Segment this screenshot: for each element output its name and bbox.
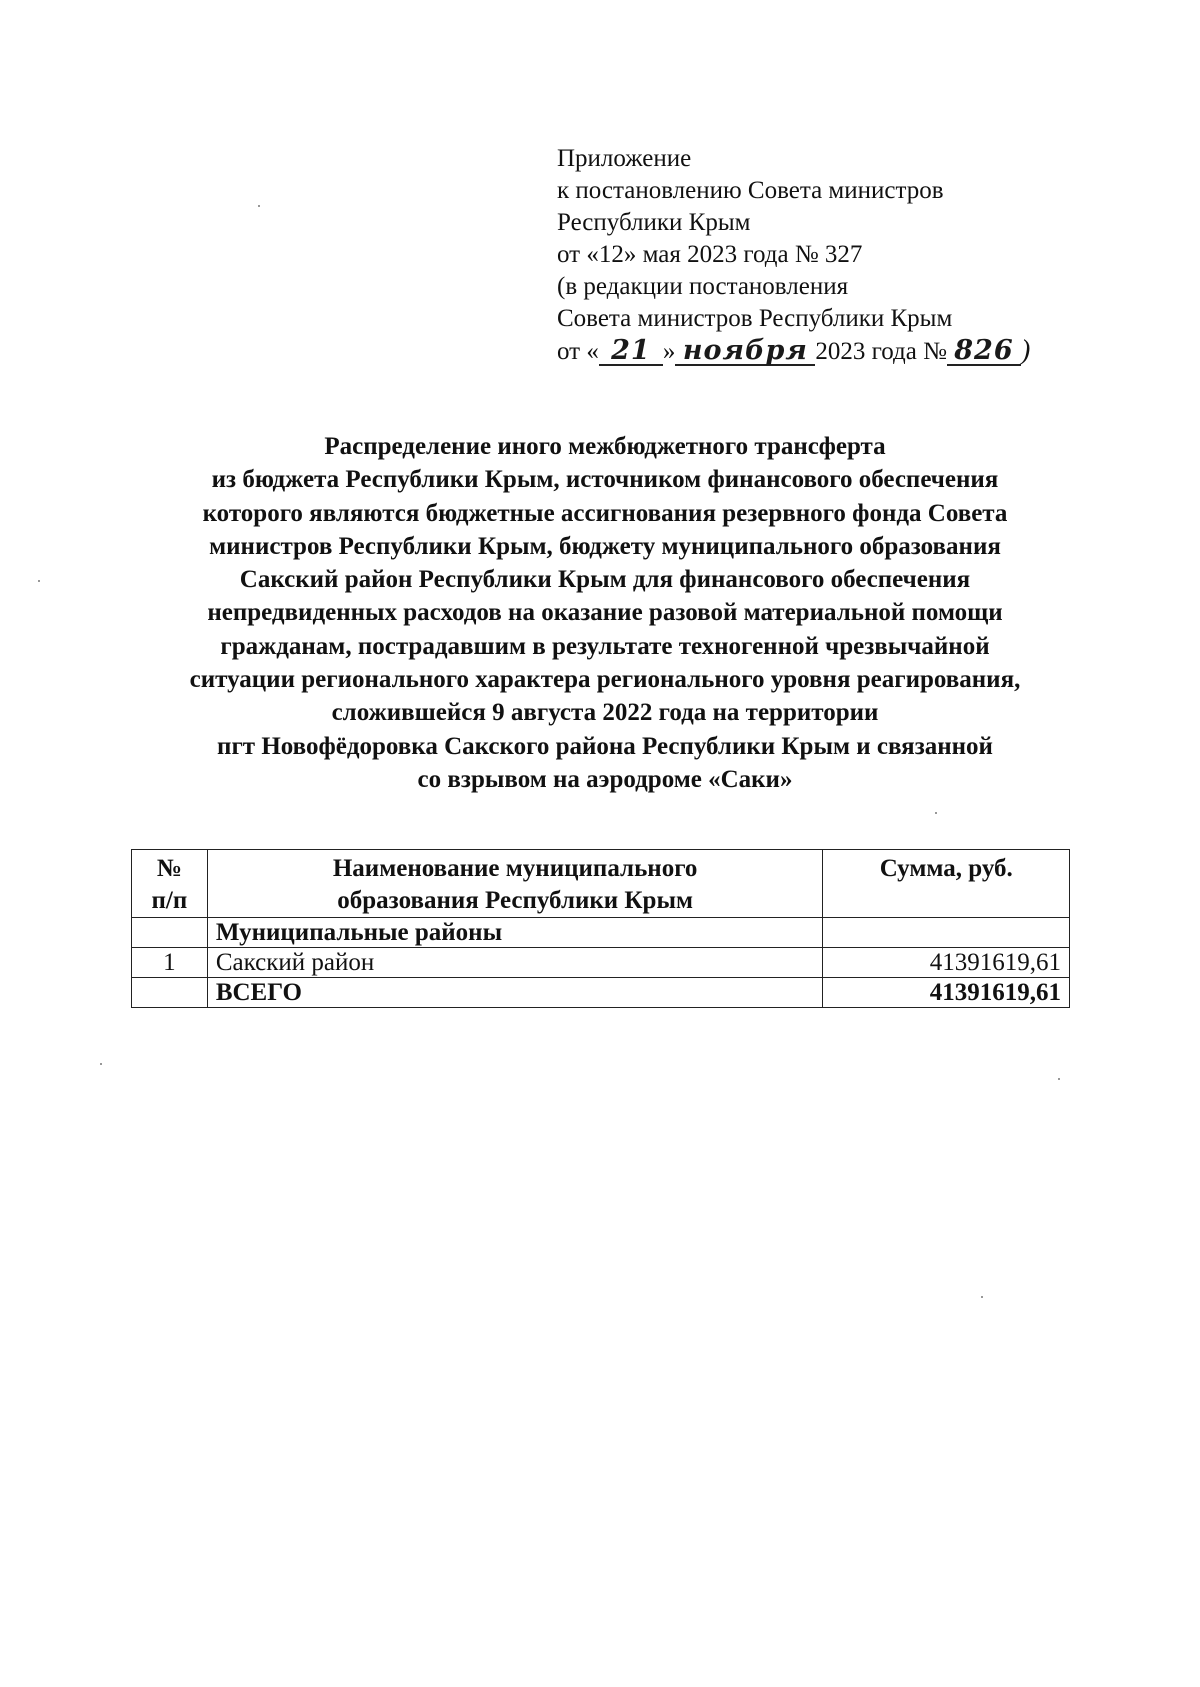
appendix-amendment-note-cont: Совета министров Республики Крым [557,305,953,332]
header-number [132,850,208,918]
header-name-line2: образования Республики Крым [337,887,694,914]
scan-speck [258,205,260,207]
appendix-original-date: от «12» мая 2023 года № 327 [557,241,863,268]
title-line: Распределение иного межбюджетного трансферта [324,433,886,460]
document-title [110,430,1100,796]
handwritten-day: 21 [599,338,663,366]
scan-speck [981,1296,983,1298]
appendix-block [557,143,1077,368]
handwritten-number: 826 [947,338,1021,366]
row-sum: 41391619,61 [823,978,1070,1008]
row-number [132,978,208,1008]
appendix-reference: к постановлению Совета министров [557,177,944,204]
title-line: которого являются бюджетные ассигнования резервного фонда Совета [202,499,1008,527]
appendix-reference-cont: Республики Крым [557,209,751,236]
header-name [207,850,823,918]
title-line: министров Республики Крым, бюджету муниципального образования [209,532,1001,560]
header-sum: Сумма, руб. [823,850,1070,918]
header-name-line1: Наименование муниципального [332,855,698,882]
title-line: ситуации регионального характера регионального уровня реагирования, [189,666,1021,694]
row-name: Сакский район [207,948,823,978]
amend-year-text: 2023 года № [815,338,947,365]
row-sum: 41391619,61 [823,948,1070,978]
title-line: пгт Новофёдоровка Сакского района Республики Крым и связанной [217,732,993,760]
title-line: Сакский район Республики Крым для финансового обеспечения [239,566,971,594]
distribution-table [131,849,1070,1008]
title-line: непредвиденных расходов на оказание разовой материальной помощи [207,599,1003,627]
title-line: сложившейся 9 августа 2022 года на территории [331,699,879,727]
row-sum [823,918,1070,948]
table-row-total [132,978,1070,1008]
table-row [132,918,1070,948]
appendix-amendment-date [557,335,1077,368]
row-number: 1 [132,948,208,978]
title-line: из бюджета Республики Крым, источником финансового обеспечения [211,466,999,494]
handwritten-month: ноября [675,338,815,366]
row-name: Муниципальные районы [207,918,823,948]
header-number-abbr: п/п [151,887,188,914]
scan-speck [38,580,40,582]
title-line: со взрывом на аэродроме «Саки» [417,765,793,793]
row-name: ВСЕГО [207,978,823,1008]
amend-mid: » [662,338,676,365]
scan-speck [1058,1078,1060,1080]
table-row [132,948,1070,978]
appendix-amendment-note: (в редакции постановления [557,273,849,300]
title-line: гражданам, пострадавшим в результате техногенной чрезвычайной [220,632,990,660]
scan-speck [935,812,937,814]
header-number-sign: № [156,855,182,882]
table-header-row [132,850,1070,918]
appendix-title: Приложение [557,145,692,172]
scan-speck [100,1063,102,1065]
amend-prefix: от « [557,338,599,365]
row-number [132,918,208,948]
amend-close: ) [1020,335,1031,366]
